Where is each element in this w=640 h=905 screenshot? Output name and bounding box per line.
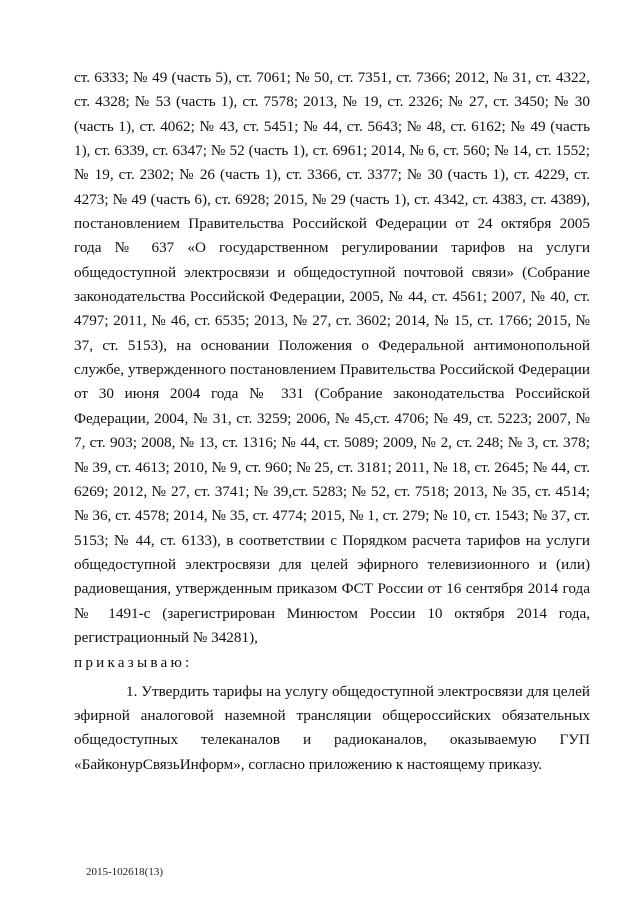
legal-basis-paragraph: ст. 6333; № 49 (часть 5), ст. 7061; № 50, ст. 7351, ст. 7366; 2012, № 31, ст. 4322, ст. 4328; № 53 (часть 1), ст. 7578; 2013, № 19, ст. 2326; № 27, ст. 3450; № 30 (часть 1), ст. 4062; № 43, ст. 5451; № 44, ст. 5643; № 48, ст. 6162; № 49 (часть 1), ст. 6339, ст. 6347; № 52 (часть 1), ст. 6961; 2014, № 6, ст. 560; № 14, ст. 1552; № 19, ст. 2302; № 26 (часть 1), ст. 3366, ст. 3377; № 30 (часть 1), ст. 4229, ст. 4273; № 49 (часть 6), ст. 6928; 2015, № 29 (часть 1), ст. 4342, ст. 4383, ст. 4389), постановлением Правительства Российской Федерации от 24 октября 2005 года № 637 «О государственном регулировании тарифов на услуги общедоступной электросвязи и общедоступной почтовой связи» (Собрание законодательства Российской Федерации, 2005, № 44, ст. 4561; 2007, № 40, ст. 4797; 2011, № 46, ст. 6535; 2013, № 27, ст. 3602; 2014, № 15, ст. 1766; 2015, № 37, ст. 5153), на основании Положения о Федеральной антимонопольной службе, утвержденного постановлением Правительства Российской Федерации от 30 июня 2004 года № 331 (Собрание законодательства Российской Федерации, 2004, № 31, ст. 3259; 2006, № 45,ст. 4706; № 49, ст. 5223; 2007, № 7, ст. 903; 2008, № 13, ст. 1316; № 44, ст. 5089; 2009, № 2, ст. 248; № 3, ст. 378; № 39, ст. 4613; 2010, № 9, ст. 960; № 25, ст. 3181; 2011, № 18, ст. 2645; № 44, ст. 6269; 2012, № 27, ст. 3741; № 39,ст. 5283; № 52, ст. 7518; 2013, № 35, ст. 4514; № 36, ст. 4578; 2014, № 35, ст. 4774; 2015, № 1, ст. 279; № 10, ст. 1543; № 37, ст. 5153; № 44, ст. 6133), в соответствии с Порядком расчета тарифов на услуги общедоступной электросвязи для целей эфирного телевизионного и (или) радиовещания, утвержденным приказом ФСТ России от 16 сентября 2014 года № 1491-с (зарегистрирован Минюстом России 10 октября 2014 года, регистрационный № 34281), <box>74 69 590 646</box>
document-body <box>74 66 590 777</box>
order-word: приказываю: <box>74 654 193 672</box>
order-item-1: 1. Утвердить тарифы на услугу общедоступной электросвязи для целей эфирной аналоговой наземной трансляции общероссийских обязательных общедоступных телеканалов и радиоканалов, оказываемую ГУП «БайконурСвязьИнформ», согласно приложению к настоящему приказу. <box>74 682 590 773</box>
document-code-footer: 2015-102618(13) <box>86 866 163 878</box>
